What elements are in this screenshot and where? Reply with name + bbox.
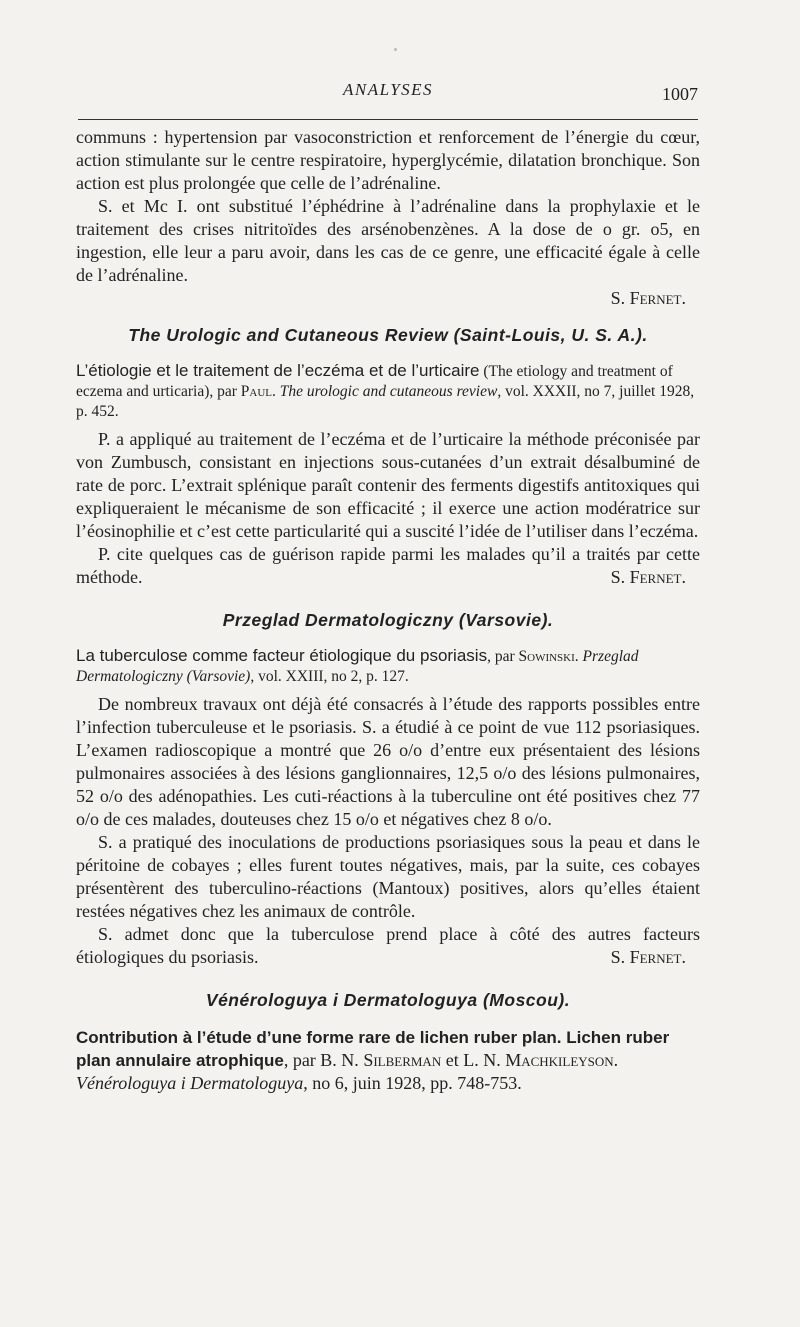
paragraph (76, 923, 700, 969)
article-title: La tuberculose comme facteur étiologique du psoriasis (76, 646, 488, 665)
journal-citation: Przeglad Dermatologiczny (Varsovie) (76, 648, 639, 685)
author: Paul (240, 383, 273, 400)
page-body (76, 126, 700, 1094)
reference-text: , par B. N. (283, 1050, 364, 1070)
journal-citation: Vénérologuya i Dermatologuya (76, 1073, 304, 1093)
journal-title: Vénérologuya i Dermatologuya (205, 990, 478, 1010)
journal-place: (Varsovie). (458, 610, 554, 630)
reference-text: , vol. XXIII, no 2, p. 127. (250, 668, 409, 685)
paragraph: De nombreux travaux ont déjà été consacrés à l’étude des rapports possibles entre l’infection tuberculeuse et le psoriasis. S. a étudié à ce point de vue 112 psoriasiques. L’examen radioscopique a montré que 26 o/o d’entre eux présentaient des lésions pulmonaires associées à des lésions ganglionnaires, 12,5 o/o des lésions pulmonaires, 52 o/o des adénopathies. Les cuti-réactions à la tuberculine ont été positives chez 77 o/o de ces malades, douteuses chez 15 o/o et négatives chez 8 o/o. (76, 694, 700, 829)
author: Machkileyson (505, 1050, 614, 1070)
article-reference (76, 646, 700, 687)
journal-heading (76, 989, 700, 1012)
paragraph: P. a appliqué au traitement de l’eczéma et de l’urticaire la méthode préconisée par von Zumbusch, consistant en injections sous-cutanées d’un extrait désalbuminé de rate de porc. L’extrait splénique paraît contenir des ferments digestifs antitoxiques qui expliqueraient le mécanisme de son efficacité ; il exerce une action modératrice sur l’éosinophilie et c’est cette particularité qui a suscité l’idée de l’utiliser dans l’eczéma. (76, 429, 700, 541)
header-rule (78, 119, 698, 120)
page-header (78, 80, 698, 110)
article-reference (76, 1026, 700, 1094)
journal-heading (76, 609, 700, 632)
reference-text: . (613, 1050, 619, 1070)
journal-place: (Moscou). (482, 990, 571, 1010)
reference-text: , vol. XXXII, no 7, juillet 1928, p. 452. (76, 383, 695, 420)
signature: S. Fernet. (610, 567, 686, 587)
author: Silberman (363, 1050, 442, 1070)
reference-text: , par (487, 648, 519, 665)
paper-speck (394, 48, 397, 51)
journal-title: The Urologic and Cutaneous Review (128, 325, 449, 345)
reference-text: . (272, 383, 280, 400)
page-number: 1007 (662, 84, 698, 104)
journal-citation: The urologic and cutaneous review (279, 383, 498, 400)
article-reference (76, 361, 700, 422)
reference-text: (The etiology and treatment of eczema and urticaria), par (76, 363, 673, 400)
reference-text: et L. N. (441, 1050, 506, 1070)
signature: S. Fernet. (610, 288, 686, 308)
paragraph: S. et Mc I. ont substitué l’éphédrine à l’adrénaline dans la prophylaxie et le traitement des crises nitritoïdes des arsénobenzènes. A la dose de o gr. o5, en ingestion, elle leur a paru avoir, dans les cas de ce genre, une efficacité égale à celle de l’adrénaline. (76, 196, 700, 285)
reference-text: , no 6, juin 1928, pp. 748-753. (303, 1073, 522, 1093)
reference-text: . (574, 648, 583, 665)
author: Sowinski (518, 648, 575, 665)
article-title: Contribution à l’étude d’une forme rare de lichen ruber plan. Lichen ruber plan annulaire atrophique (76, 1028, 670, 1070)
journal-heading (76, 324, 700, 347)
running-head: ANALYSES (342, 80, 434, 99)
paragraph: communs : hypertension par vasoconstriction et renforcement de l’énergie du cœur, action stimulante sur le centre respiratoire, hyperglycémie, dilatation bronchique. Son action est plus prolongée que celle de l’adrénaline. (76, 127, 700, 193)
paragraph: S. a pratiqué des inoculations de productions psoriasiques sous la peau et dans le péritoine de cobayes ; elles furent toutes négatives, mais, par la suite, ces cobayes présentèrent des tuberculino-réactions (Mantoux) positives, alors qu’elles étaient restées négatives chez les animaux de contrôle. (76, 832, 700, 921)
paragraph-text: P. cite quelques cas de guérison rapide parmi les malades qu’il a traités par cette méthode. (76, 544, 700, 587)
paragraph (76, 543, 700, 589)
journal-place: (Saint-Louis, U. S. A.). (453, 325, 648, 345)
paragraph-text: S. admet donc que la tuberculose prend place à côté des autres facteurs étiologiques du psoriasis. (76, 924, 700, 967)
signature: S. Fernet. (610, 947, 686, 967)
journal-title: Przeglad Dermatologiczny (222, 610, 454, 630)
article-title: L’étiologie et le traitement de l’eczéma et de l’urticaire (76, 361, 480, 380)
